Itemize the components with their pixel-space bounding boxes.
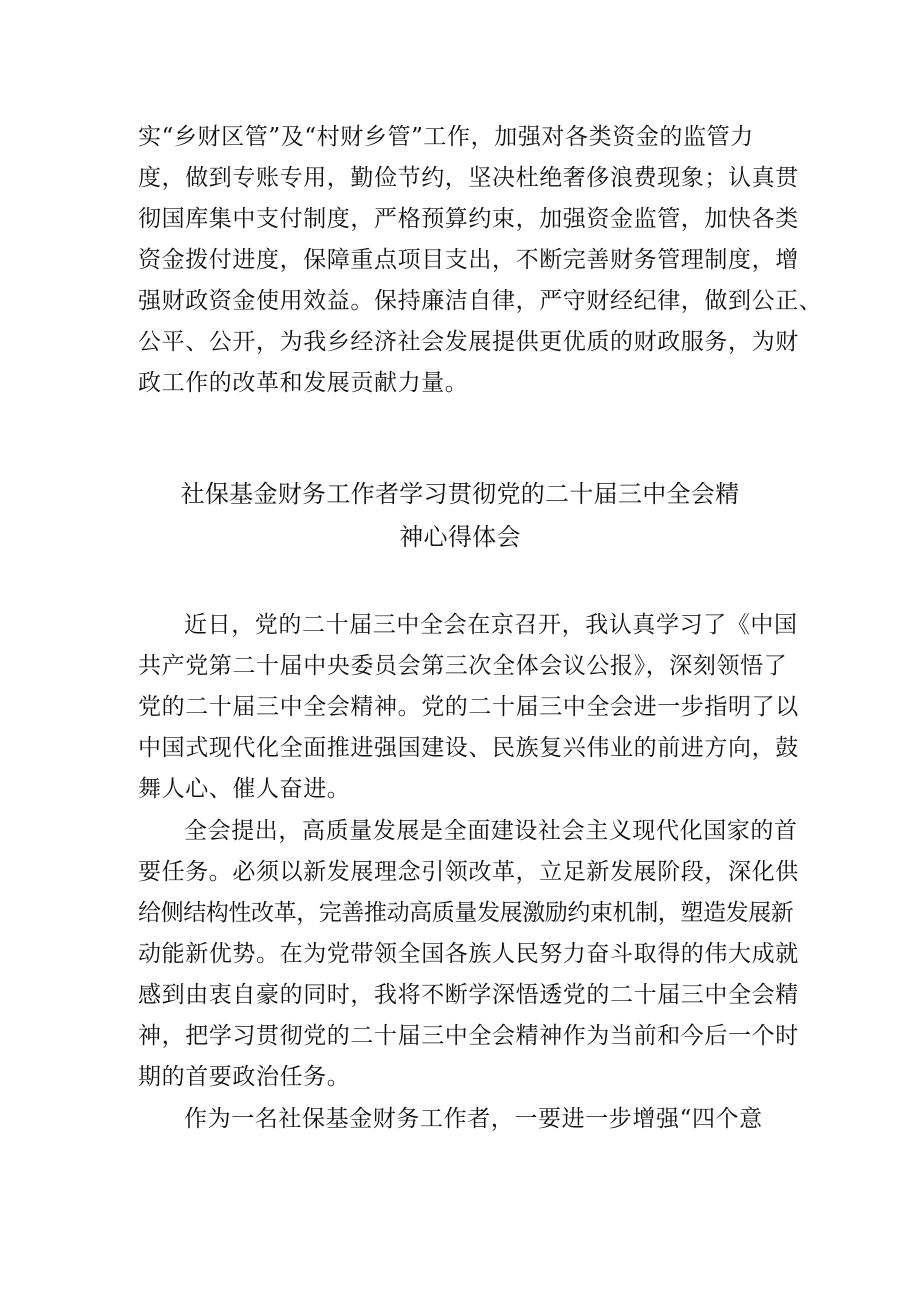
text-line: 神，把学习贯彻党的二十届三中全会精神作为当前和今后一个时 xyxy=(138,1023,799,1049)
text-line: 政工作的改革和发展贡献力量。 xyxy=(138,370,469,396)
text-line: 共产党第二十届中央委员会第三次全体会议公报》，深刻领悟了 xyxy=(138,653,788,679)
text-line: 要任务。必须以新发展理念引领改革，立足新发展阶段，深化供 xyxy=(138,859,799,885)
text-line: 公平、公开，为我乡经济社会发展提供更优质的财政服务，为财 xyxy=(138,329,799,355)
text-line: 感到由衷自豪的同时，我将不断学深悟透党的二十届三中全会精 xyxy=(138,982,799,1008)
article-title-line-2: 神心得体会 xyxy=(399,523,521,551)
text-line: 中国式现代化全面推进强国建设、民族复兴伟业的前进方向，鼓 xyxy=(138,735,799,761)
text-line: 实“乡财区管”及“村财乡管”工作，加强对各类资金的监管力 xyxy=(138,124,754,150)
text-line: 期的首要政治任务。 xyxy=(138,1064,351,1090)
text-line: 党的二十届三中全会精神。党的二十届三中全会进一步指明了以 xyxy=(138,694,799,720)
text-line: 作为一名社保基金财务工作者，一要进一步增强“四个意 xyxy=(184,1106,763,1132)
text-line: 近日，党的二十届三中全会在京召开，我认真学习了《中国 xyxy=(184,612,798,638)
text-line: 度，做到专账专用，勤俭节约，坚决杜绝奢侈浪费现象；认真贯 xyxy=(138,165,799,191)
text-line: 舞人心、催人奋进。 xyxy=(138,776,351,802)
text-line: 给侧结构性改革，完善推动高质量发展激励约束机制，塑造发展新 xyxy=(138,900,794,926)
text-line: 动能新优势。在为党带领全国各族人民努力奋斗取得的伟大成就 xyxy=(138,941,799,967)
text-line: 彻国库集中支付制度，严格预算约束，加强资金监管，加快各类 xyxy=(138,206,799,232)
article-title-line-1: 社保基金财务工作者学习贯彻党的二十届三中全会精 xyxy=(180,480,740,508)
text-line: 强财政资金使用效益。保持廉洁自律，严守财经纪律，做到公正、 xyxy=(138,288,823,314)
text-line: 资金拨付进度，保障重点项目支出，不断完善财务管理制度，增 xyxy=(138,247,799,273)
text-line: 全会提出，高质量发展是全面建设社会主义现代化国家的首 xyxy=(184,818,798,844)
